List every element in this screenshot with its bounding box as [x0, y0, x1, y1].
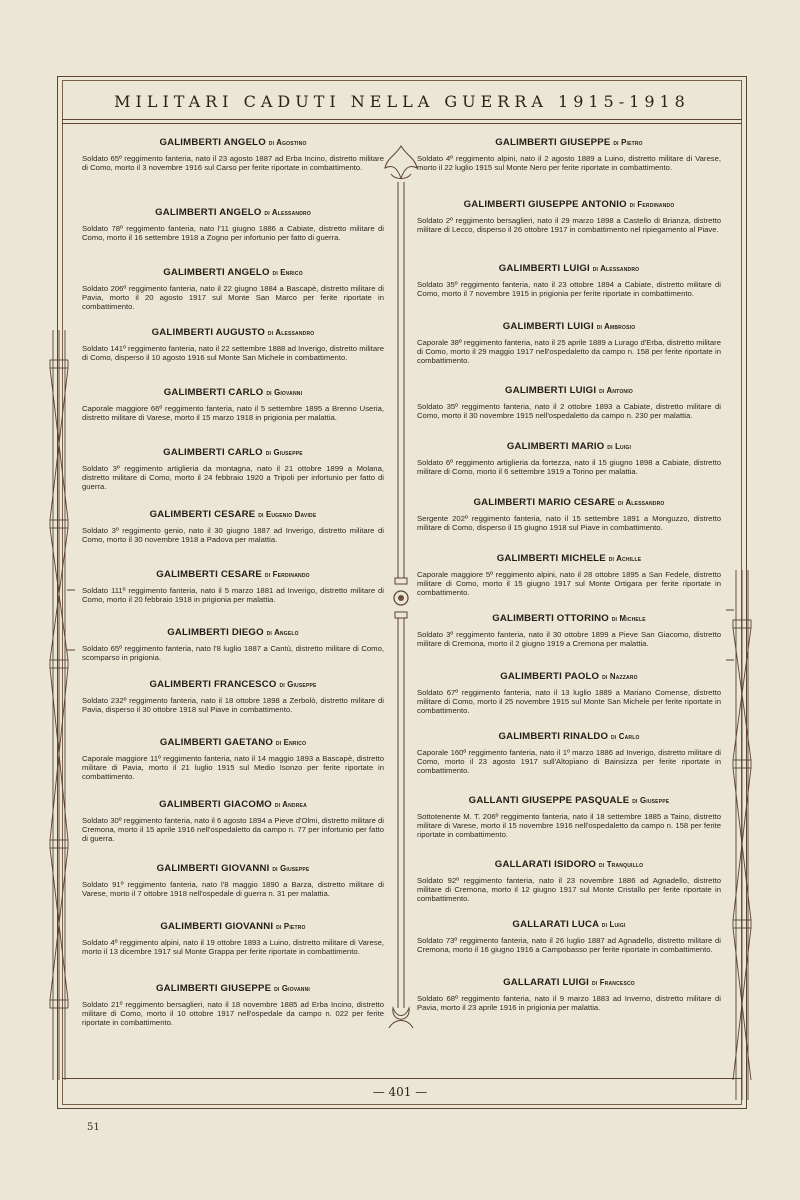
entry-name: GALIMBERTI GIUSEPPE ANTONIO di Ferdinando — [463, 199, 675, 210]
entry-name: GALLARATI LUIGI di Francesco — [503, 977, 635, 988]
list-item — [78, 983, 388, 1041]
entry-text: Soldato 91º reggimento fanteria, nato l'8 maggio 1890 a Barza, distretto militare di Varese, morto il 7 ottobre 1918 nell'ospedale di guerra n. 31 per malattia. — [82, 880, 384, 898]
list-item — [78, 737, 388, 799]
list-item — [413, 795, 725, 859]
right-fasces-ornament — [726, 560, 756, 1120]
entry-text: Soldato 111º reggimento fanteria, nato il 5 marzo 1881 ad Inverigo, distretto militare di Como, morto il 20 febbraio 1918 in prigionia per malattia. — [82, 586, 384, 604]
entry-name: GALIMBERTI CARLO di Giovanni — [163, 387, 303, 398]
page-number: — 401 — — [372, 1085, 428, 1099]
entry-text: Caporale 38º reggimento fanteria, nato il 25 aprile 1889 a Lurago d'Erba, distretto militare di Como, morto il 29 maggio 1917 nell'ospedaletto da campo n. 158 per ferite riportate in combattimento. — [417, 338, 721, 365]
entry-text: Soldato 4º reggimento alpini, nato il 2 agosto 1889 a Luino, distretto militare di Varese, morto il 22 luglio 1915 sul Monte Nero per ferite riportate in combattimento. — [417, 154, 721, 172]
list-item — [413, 977, 725, 1033]
entry-text: Soldato 73º reggimento fanteria, nato il 26 luglio 1887 ad Agnadello, distretto militare di Cremona, morto il 16 giugno 1916 a Campobasso per ferite riportate in combattimento. — [417, 936, 721, 954]
list-item — [78, 569, 388, 627]
entry-name: GALIMBERTI LUIGI di Alessandro — [498, 263, 640, 274]
left-column — [78, 137, 388, 1041]
entry-name: GALIMBERTI MARIO CESARE di Alessandro — [473, 497, 665, 508]
entry-name: GALIMBERTI MARIO di Luigi — [506, 441, 632, 452]
list-item — [78, 921, 388, 983]
entry-name: GALIMBERTI OTTORINO di Michele — [492, 613, 646, 624]
entry-name: GALIMBERTI CARLO di Giuseppe — [163, 447, 303, 458]
entry-name: GALIMBERTI FRANCESCO di Giuseppe — [149, 679, 317, 690]
entry-name: GALIMBERTI LUIGI di Antonio — [505, 385, 633, 396]
entry-text: Soldato 65º reggimento fanteria, nato l'8 luglio 1887 a Cantù, distretto militare di Como, scomparso in prigionia. — [82, 644, 384, 662]
entry-text: Soldato 2º reggimento bersaglieri, nato il 29 marzo 1898 a Castello di Brianza, distretto militare di Lecco, disperso il 26 ottobre 1917 in combattimento nel ripiegamento al Piave. — [417, 216, 721, 234]
entry-text: Soldato 3º reggimento artiglieria da montagna, nato il 21 ottobre 1899 a Molana, distretto militare di Como, morto il 24 febbraio 1920 a Tripoli per infortunio per fatto di guerra. — [82, 464, 384, 491]
entry-text: Soldato 78º reggimento fanteria, nato l'11 giugno 1886 a Cabiate, distretto militare di Como, morto il 16 settembre 1918 a Zogno per infortunio per fatto di guerra. — [82, 224, 384, 242]
entry-name: GALLARATI ISIDORO di Tranquillo — [494, 859, 644, 870]
header-rule-thin — [62, 123, 742, 124]
entry-text: Sergente 202º reggimento fanteria, nato il 15 settembre 1891 a Monguzzo, distretto militare di Como, disperso il 15 giugno 1918 sul Piave in combattimento. — [417, 514, 721, 532]
list-item — [413, 671, 725, 731]
list-item — [413, 497, 725, 553]
entry-text: Soldato 67º reggimento fanteria, nato il 13 luglio 1889 a Mariano Comense, distretto militare di Como, morto il 25 novembre 1915 sul Monte San Michele per ferite riportate in combattimento. — [417, 688, 721, 715]
list-item — [413, 137, 725, 199]
list-item — [78, 447, 388, 509]
list-item — [78, 327, 388, 387]
list-item — [413, 613, 725, 671]
footer-rule — [62, 1078, 742, 1079]
entry-name: GALIMBERTI GIACOMO di Andrea — [159, 799, 307, 810]
list-item — [78, 267, 388, 327]
entry-text: Caporale maggiore 66º reggimento fanteria, nato il 5 settembre 1895 a Brenno Useria, distretto militare di Varese, morto il 15 marzo 1918 in prigionia per malattia. — [82, 404, 384, 422]
entry-name: GALIMBERTI LUIGI di Ambrosio — [502, 321, 636, 332]
entry-text: Soldato 35º reggimento fanteria, nato il 2 ottobre 1893 a Cabiate, distretto militare di Como, morto il 30 novembre 1915 nell'ospedaletto da campo n. 230 per malattia. — [417, 402, 721, 420]
entry-text: Soldato 232º reggimento fanteria, nato il 18 ottobre 1898 a Zerbolò, distretto militare di Pavia, disperso il 30 ottobre 1918 sul Piave in combattimento. — [82, 696, 384, 714]
entry-text: Soldato 3º reggimento genio, nato il 30 giugno 1887 ad Inverigo, distretto militare di Como, morto il 30 novembre 1918 a Padova per malattia. — [82, 526, 384, 544]
entry-name: GALIMBERTI GIUSEPPE di Pietro — [495, 137, 643, 148]
list-item — [413, 441, 725, 497]
list-item — [78, 679, 388, 737]
left-fasces-ornament — [45, 320, 75, 1140]
entry-text: Soldato 3º reggimento fanteria, nato il 30 ottobre 1899 a Pieve San Giacomo, distretto militare di Cremona, morto il 2 giugno 1919 a Cremona per malattia. — [417, 630, 721, 648]
entry-name: GALLARATI LUCA di Luigi — [512, 919, 626, 930]
entry-name: GALIMBERTI RINALDO di Carlo — [498, 731, 640, 742]
entry-text: Soldato 92º reggimento fanteria, nato il 23 novembre 1886 ad Agnadello, distretto militare di Cremona, morto il 12 giugno 1917 sul Monte Cristallo per ferite riportate in combattimento. — [417, 876, 721, 903]
entry-text: Soldato 68º reggimento fanteria, nato il 9 marzo 1883 ad Inverno, distretto militare di Pavia, morto il 23 aprile 1916 in prigionia per malattia. — [417, 994, 721, 1012]
list-item — [78, 509, 388, 569]
entry-name: GALIMBERTI GIOVANNI di Giuseppe — [156, 863, 310, 874]
list-item — [78, 207, 388, 267]
list-item — [78, 387, 388, 447]
entry-name: GALIMBERTI PAOLO di Nazzaro — [500, 671, 638, 682]
page-header-title: MILITARI CADUTI NELLA GUERRA 1915-1918 — [114, 91, 690, 111]
entry-text: Soldato 141º reggimento fanteria, nato il 22 settembre 1888 ad Inverigo, distretto militare di Como, disperso il 10 agosto 1916 sul Monte San Michele in combattimento. — [82, 344, 384, 362]
list-item — [413, 859, 725, 919]
entry-name: GALIMBERTI GIUSEPPE di Giovanni — [156, 983, 310, 994]
entry-text: Soldato 65º reggimento fanteria, nato il 23 agosto 1887 ad Erba Incino, distretto militare di Como, morto il 3 novembre 1916 sul Carso per ferite riportate in combattimento. — [82, 154, 384, 172]
entry-text: Soldato 6º reggimento artiglieria da fortezza, nato il 15 giugno 1898 a Cabiate, distretto militare di Como, morto il 6 settembre 1919 a Torino per malattia. — [417, 458, 721, 476]
header-rule — [62, 119, 742, 120]
entry-name: GALIMBERTI ANGELO di Agostino — [159, 137, 307, 148]
list-item — [413, 199, 725, 263]
list-item — [413, 919, 725, 977]
entry-text: Soldato 4º reggimento alpini, nato il 19 ottobre 1893 a Luino, distretto militare di Varese, morto il 13 dicembre 1917 sul Monte Grappa per ferite riportate in combattimento. — [82, 938, 384, 956]
entry-name: GALIMBERTI MICHELE di Achille — [496, 553, 642, 564]
entry-text: Soldato 30º reggimento fanteria, nato il 6 agosto 1894 a Pieve d'Olmi, distretto militare di Cremona, morto il 15 aprile 1916 nell'ospedaletto da campo n. 77 per infortunio per fatto di guerra. — [82, 816, 384, 843]
entry-name: GALIMBERTI ANGELO di Alessandro — [155, 207, 311, 218]
entry-name: GALIMBERTI CESARE di Ferdinando — [156, 569, 310, 580]
sheet-number: 51 — [87, 1122, 100, 1133]
list-item — [413, 385, 725, 441]
list-item — [413, 263, 725, 321]
list-item — [413, 321, 725, 385]
list-item — [78, 137, 388, 207]
entry-text: Caporale 160º reggimento fanteria, nato il 1º marzo 1886 ad Inverigo, distretto militare di Como, morto il 23 agosto 1917 sull'Altopiano di Bainsizza per ferite riportate in combattimento. — [417, 748, 721, 775]
entry-name: GALIMBERTI CESARE di Eugenio Davide — [149, 509, 317, 520]
entry-name: GALIMBERTI DIEGO di Angelo — [167, 627, 299, 638]
entry-text: Soldato 35º reggimento fanteria, nato il 23 ottobre 1894 a Cabiate, distretto militare di Como, morto il 7 novembre 1915 in prigionia per ferite riportate in combattimento. — [417, 280, 721, 298]
list-item — [413, 553, 725, 613]
entry-name: GALIMBERTI AUGUSTO di Alessandro — [151, 327, 315, 338]
list-item — [78, 627, 388, 679]
entry-name: GALLANTI GIUSEPPE PASQUALE di Giuseppe — [468, 795, 670, 806]
entry-text: Caporale maggiore 11º reggimento fanteria, nato il 14 maggio 1893 a Bascapè, distretto militare di Pavia, morto il 21 luglio 1915 sul Medio Isonzo per ferite riportate in combattimento. — [82, 754, 384, 781]
entry-text: Soldato 206º reggimento fanteria, nato il 22 giugno 1884 a Bascapè, distretto militare di Pavia, morto il 20 agosto 1917 sul Monte San Marco per ferite riportate in combattimento. — [82, 284, 384, 311]
entry-text: Caporale maggiore 5º reggimento alpini, nato il 28 ottobre 1895 a San Fedele, distretto militare di Como, morto il 15 giugno 1917 sul Monte Ortigara per ferite riportate in combattimento. — [417, 570, 721, 597]
entry-name: GALIMBERTI GIOVANNI di Pietro — [160, 921, 306, 932]
list-item — [413, 731, 725, 795]
entry-name: GALIMBERTI ANGELO di Enrico — [163, 267, 303, 278]
entry-text: Soldato 21º reggimento bersaglieri, nato il 18 novembre 1885 ad Erba Incino, distretto militare di Como, morto il 10 ottobre 1917 nell'ospedale da campo n. 022 per ferite riportate in combattimento. — [82, 1000, 384, 1027]
entry-text: Sottotenente M. T. 206º reggimento fanteria, nato il 18 settembre 1885 a Taino, distretto militare di Varese, morto il 15 novembre 1916 nell'ospedaletto da campo n. 158 per ferite riportate in combattimento. — [417, 812, 721, 839]
list-item — [78, 799, 388, 863]
list-item — [78, 863, 388, 921]
right-column — [413, 137, 725, 1033]
entry-name: GALIMBERTI GAETANO di Enrico — [159, 737, 307, 748]
